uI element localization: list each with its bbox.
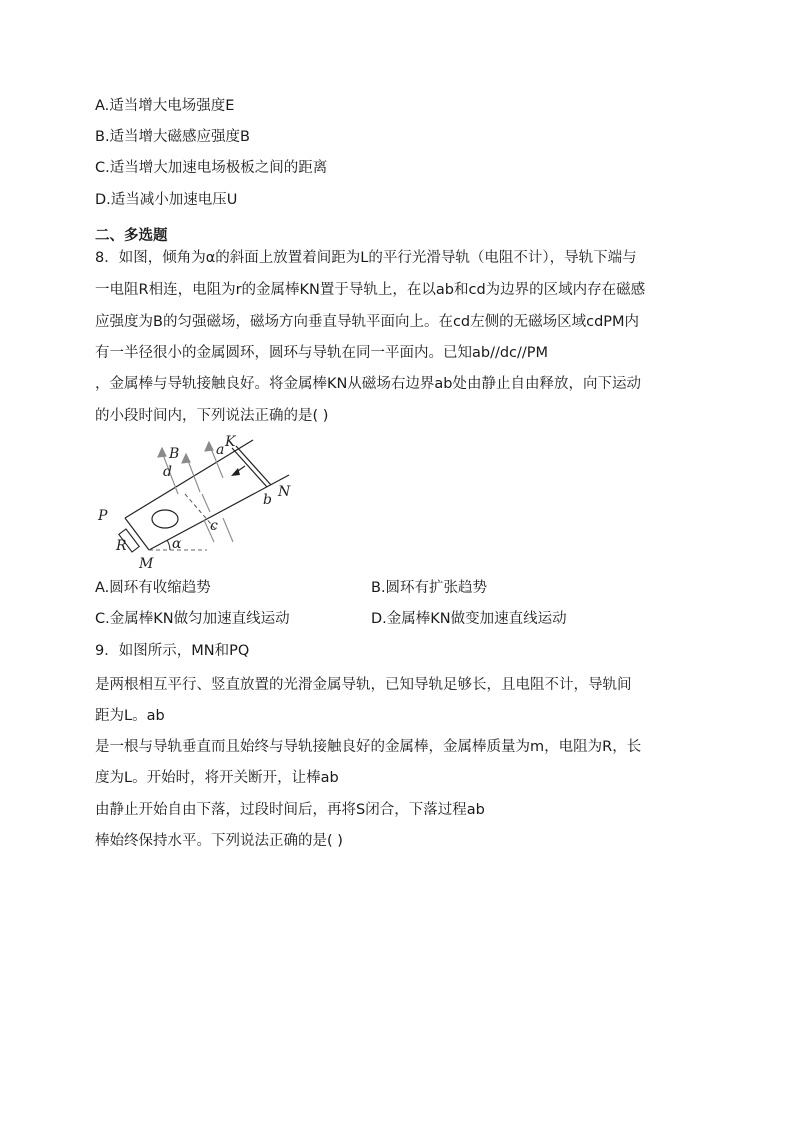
label-k: K [225,434,236,450]
q8-incline-rail-figure [92,432,302,572]
q9-line-7: 棒始终保持水平。下列说法正确的是( ) [95,833,343,849]
q9-line-3: 距为L。ab [95,708,165,724]
q8-line-4: 有一半径很小的金属圆环，圆环与导轨在同一平面内。已知ab//dc//PM [95,345,549,361]
q8-line-3: 应强度为B的匀强磁场，磁场方向垂直导轨平面向上。在cd左侧的无磁场区域cdPM内 [95,314,640,330]
label-d: d [163,464,172,480]
label-p: P [98,508,108,524]
lower-rail [149,475,289,550]
label-alpha: α [172,536,182,552]
q9-line-6: 由静止开始自由下落，过段时间后，再将S闭合，下落过程ab [95,802,485,818]
q8-option-b: B.圆环有扩张趋势 [371,580,488,596]
q8-line-2: 一电阻R相连，电阻为r的金属棒KN置于导轨上，在以ab和cd为边界的区域内存在磁感 [95,282,646,298]
q8-line-6: 的小段时间内，下列说法正确的是( ) [95,408,329,424]
q8-options-row-1 [95,578,695,598]
label-r: R [116,538,127,554]
q9-line-4: 是一根与导轨垂直而且始终与导轨接触良好的金属棒，金属棒质量为m，电阻为R，长 [95,739,642,755]
q7-option-a: A.适当增大电场强度E [95,98,235,114]
q8-line-5: ，金属棒与导轨接触良好。将金属棒KN从磁场右边界ab处由静止自由释放，向下运动 [95,376,641,392]
section-heading: 二、多选题 [95,228,168,244]
q7-option-d: D.适当减小加速电压U [95,192,238,208]
q7-option-b: B.适当增大磁感应强度B [95,129,251,145]
q8-line-1: 8．如图，倾角为α的斜面上放置着间距为L的平行光滑导轨（电阻不计），导轨下端与 [95,250,637,266]
label-c: c [210,518,218,534]
label-n: N [278,484,291,500]
q9-line-1: 9．如图所示，MN和PQ [95,643,250,659]
q8-option-d: D.金属棒KN做变加速直线运动 [371,611,567,627]
metal-bar-kn [232,448,267,487]
metal-ring [152,510,178,528]
upper-rail [125,440,253,518]
q9-line-5: 度为L。开始时，将开关断开，让棒ab [95,770,339,786]
label-m: M [139,556,154,572]
label-b-point: b [263,492,272,508]
q8-option-c: C.金属棒KN做匀加速直线运动 [95,611,290,627]
label-a: a [216,442,225,458]
q7-option-c: C.适当增大加速电场极板之间的距离 [95,160,328,176]
q8-option-a: A.圆环有收缩趋势 [95,580,211,596]
q8-options-row-2 [95,609,695,629]
label-b-field: B [169,446,180,462]
q9-line-2: 是两根相互平行、竖直放置的光滑金属导轨，已知导轨足够长，且电阻不计，导轨间 [95,677,632,693]
